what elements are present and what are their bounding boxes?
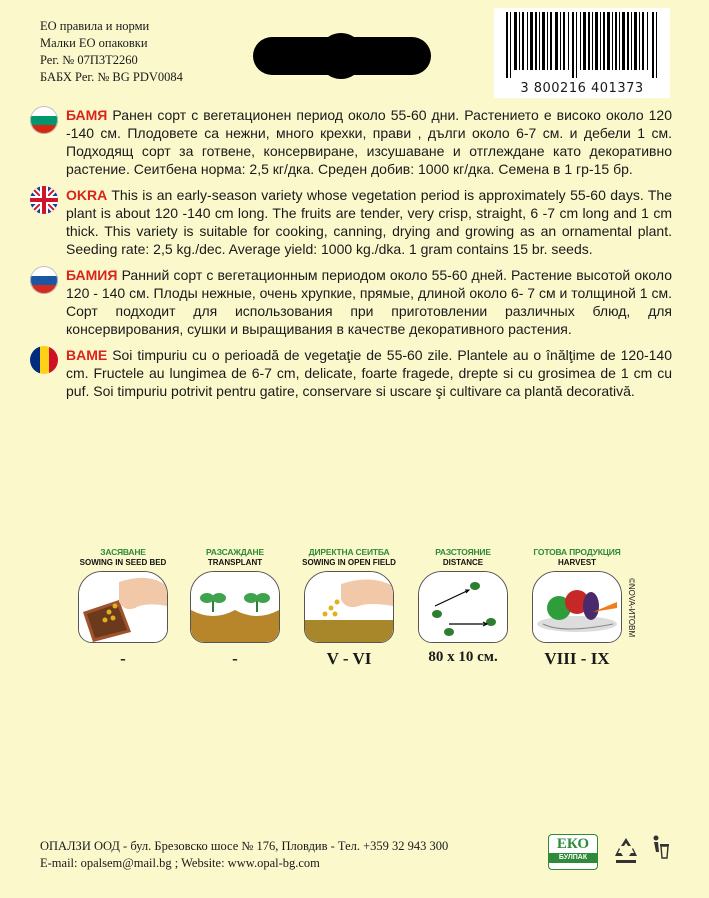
description-en: [30, 186, 672, 258]
reg-line-2: Малки ЕО опаковки: [40, 36, 148, 50]
bulgaria-flag-icon: [30, 106, 58, 134]
step-label-en: TRANSPLANT: [207, 558, 263, 567]
eco-logo-bottom: БУЛПАК: [549, 853, 597, 863]
step-sowing-seed-bed: [75, 547, 171, 669]
transplant-icon: [190, 571, 280, 643]
step-harvest: [529, 547, 625, 669]
illustration-credit: ©NOVA-ИТОВМ: [627, 578, 636, 638]
lang-title: OKRA: [66, 187, 108, 203]
barcode-bars: [506, 12, 658, 78]
reg-line-1: ЕО правила и норми: [40, 19, 150, 33]
step-label-en: SOWING IN SEED BED: [79, 558, 167, 567]
reg-line-4: БАБХ Рег. № BG PDV0084: [40, 70, 183, 84]
step-period: -: [232, 649, 238, 668]
step-label-bg: ЗАСЯВАНЕ: [100, 547, 146, 557]
description-ru: [30, 266, 672, 338]
lang-description: Ранен сорт с вегетационен период около 55-60 дни. Растението е високо около 120 -140 см. Плодовете са нежни, много крехки, прави , дълги около 6-7 см. и дебели 1 см. Подходящ сорт за готвене, консервиране, изсушаване и отглеждане като декоративно растение. Сеитбена норма: 2,5 кг/дка. Среден добив: 1000 кг/дка. Семена в 1 гр-15 бр.: [66, 107, 672, 177]
step-direct-sowing: [301, 547, 397, 669]
romania-flag-icon: [30, 346, 58, 374]
harvest-icon: [532, 571, 622, 643]
step-distance: [415, 547, 511, 666]
hang-hole: [253, 37, 431, 75]
lang-title: BAME: [66, 347, 108, 363]
lang-description: Ранний сорт с вегетационным периодом около 55-60 дней. Растение высотой около 120 - 140 см. Плоды нежные, очень хрупкие, прямые, длиной около 6- 7 см и толщиной 1 см. Сорт подходит для использования при приготовлении различных блюд, для консервирования, сушки и выращивания в качестве декоративного растения.: [66, 267, 672, 337]
description-ro: [30, 346, 672, 400]
step-distance-value: 80 x 10 см.: [428, 649, 498, 665]
step-period: VIII - IX: [544, 649, 610, 668]
lang-title: БАМЯ: [66, 107, 108, 123]
lang-description: Soi timpuriu cu o perioadă de vegetaţie de 55-60 zile. Plantele au o înălţime de 120-140 cm. Fructele au lungimea de 6-7 cm, delicate, foarte fragede, drepte si cu grosimea de 1 cm cu puf. Soi timpuriu potrivit pentru gatire, conservare si uscare şi cultivare ca plantă decorativă.: [66, 347, 673, 399]
step-period: V - VI: [326, 649, 372, 668]
lang-description: This is an early-season variety whose vegetation period is approximately 55-60 days. The plant is about 120 -140 cm long. The fruits are tender, very crisp, straight, 6 -7 cm long and 1 cm thick. This variety is suitable for cooking, canning, drying and growing as an ornamental plant. Seeding rate: 2,5 kg./dec. Average yield: 1000 kg./dka. 1 gram contains 15 br. seeds.: [66, 187, 672, 257]
seed-bed-sowing-icon: [78, 571, 168, 643]
step-label-bg: ГОТОВА ПРОДУКЦИЯ: [533, 547, 621, 557]
eco-logo-top: ЕКО: [556, 836, 590, 852]
step-label-en: DISTANCE: [442, 558, 484, 567]
step-transplant: [187, 547, 283, 669]
company-address: ОПАЛЗИ ООД - бул. Брезовско шосе № 176, Пловдив - Тел. +359 32 943 300: [40, 839, 449, 853]
step-period: -: [120, 649, 126, 668]
company-contacts: E-mail: opalsem@mail.bg ; Website: www.opal-bg.com: [40, 856, 320, 870]
step-label-bg: РАЗСТОЯНИЕ: [435, 547, 491, 557]
direct-sowing-icon: [304, 571, 394, 643]
registration-info: [40, 18, 183, 86]
barcode: [494, 8, 670, 98]
no-litter-bin-icon: [650, 834, 670, 862]
step-label-en: HARVEST: [557, 558, 597, 567]
step-label-en: SOWING IN OPEN FIELD: [302, 558, 396, 567]
distance-icon: [418, 571, 508, 643]
step-label-bg: РАЗСАЖДАНЕ: [206, 547, 264, 557]
lang-title: БАМИЯ: [66, 267, 118, 283]
reg-line-3: Рег. № 07П3Т2260: [40, 53, 138, 67]
company-footer: [40, 838, 448, 872]
recycle-icon: [613, 834, 639, 868]
uk-flag-icon: [30, 186, 58, 214]
description-bg: [30, 106, 672, 178]
step-label-bg: ДИРЕКТНА СЕИТБА: [308, 547, 390, 557]
eco-bulpak-logo: [548, 834, 598, 870]
russia-flag-icon: [30, 266, 58, 294]
cultivation-steps: [75, 547, 635, 667]
barcode-number: 3 800216 401373: [520, 81, 644, 96]
